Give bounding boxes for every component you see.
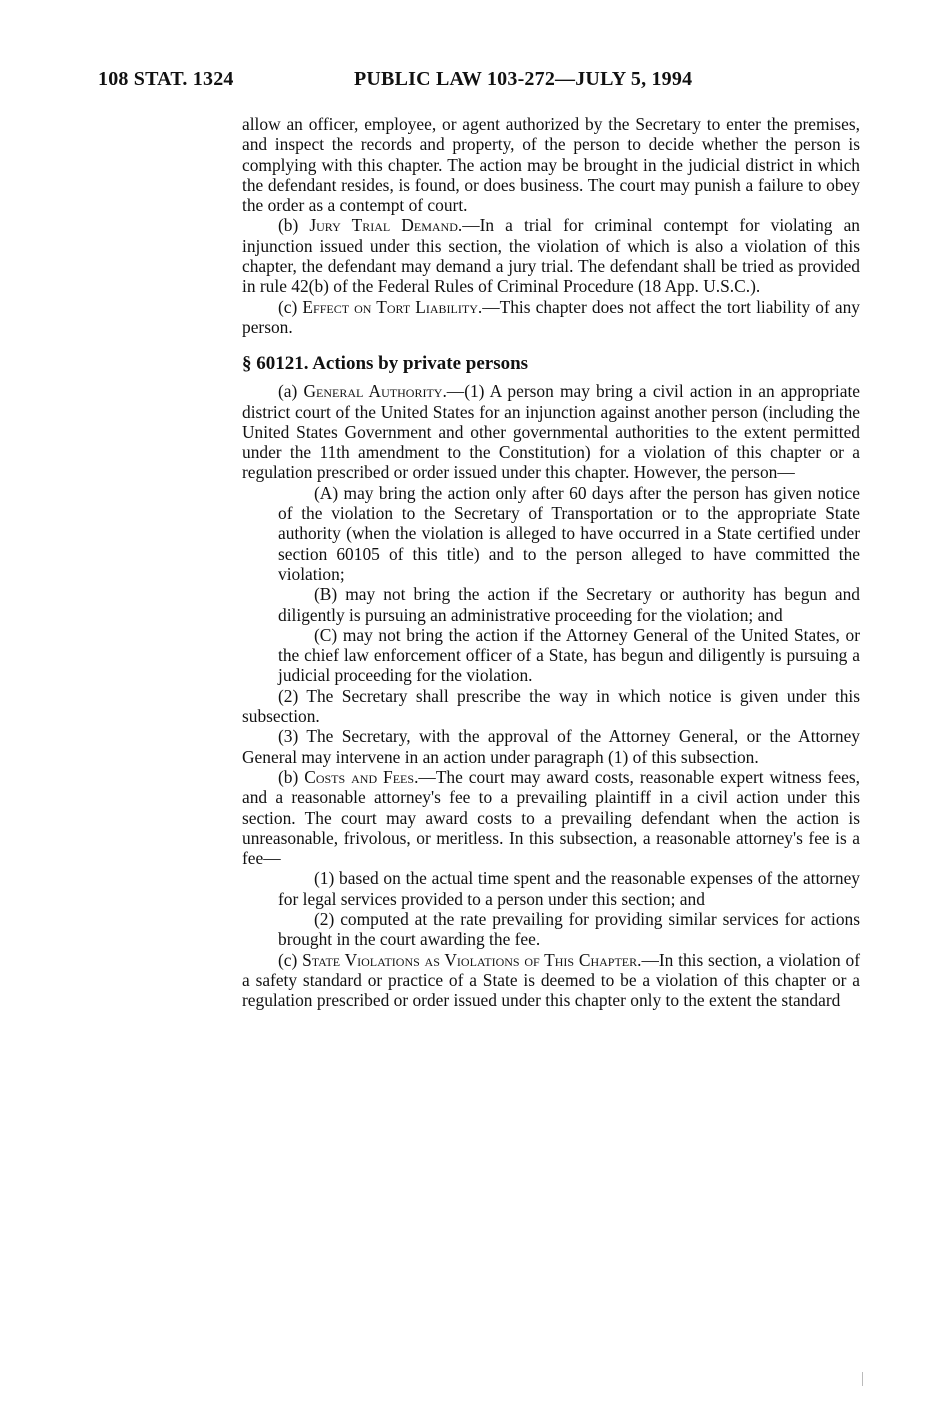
subsection-text: —The court may award costs, reasonable expert witness fees, and a reasonable attorney's fee to a prevailing plaintiff in a civil action under this section. The court may award costs to a prevailing defendant when the action is unreasonable, frivolous, or meritless. In this subsection, a reasonable attorney's fee is a fee—	[242, 766, 860, 869]
section-heading: § 60121. Actions by private persons	[242, 353, 529, 375]
subsection-heading: State Violations as Violations of This Chapter.	[302, 949, 642, 970]
subsection-heading: Effect on Tort Liability.	[302, 296, 483, 317]
subsection-b-costs-fees	[242, 767, 860, 868]
clause-b: (B) may not bring the action if the Secretary or authority has begun and diligently is pursuing an administrative proceeding for the violation; and	[278, 584, 860, 625]
fee-item-2: (2) computed at the rate prevailing for providing similar services for actions brought in the court awarding the fee.	[278, 908, 860, 950]
subsection-label: (a)	[278, 381, 304, 402]
document-body	[242, 114, 860, 1010]
subsection-b-jury-trial	[242, 215, 860, 296]
subsection-c-state-violations	[242, 950, 860, 1011]
subsection-text: —(1) A person may bring a civil action in an appropriate district court of the United States for an injunction against another person (including the United States Government and other governmental authorities to the extent permitted under the 11th amendment to the Constitution) for a violation of this chapter or a regulation prescribed or order issued under this chapter. However, the person—	[242, 381, 860, 483]
subsection-heading: Jury Trial Demand.	[309, 215, 463, 236]
subsection-a-general-authority	[242, 381, 860, 482]
public-law-title: PUBLIC LAW 103-272—JULY 5, 1994	[354, 68, 693, 90]
fee-item-1: (1) based on the actual time spent and the reasonable expenses of the attorney for legal services provided to a person under this section; and	[278, 868, 860, 909]
subsection-text: —In this section, a violation of a safety standard or practice of a State is deemed to be a violation of this chapter or a regulation prescribed or order issued under this chapter only to the extent the standard	[242, 949, 860, 1011]
subsection-label: (b)	[278, 766, 305, 787]
subsection-text: —This chapter does not affect the tort liability of any person.	[242, 296, 860, 337]
paragraph-2: (2) The Secretary shall prescribe the way in which notice is given under this subsection.	[242, 685, 860, 727]
clause-c: (C) may not bring the action if the Attorney General of the United States, or the chief law enforcement officer of a State, has begun and diligently is pursuing a judicial proceeding for the violation.	[278, 624, 860, 686]
subsection-label: (c)	[278, 949, 303, 970]
statute-page-number: 108 STAT. 1324	[98, 68, 234, 90]
subsection-c-tort-liability	[242, 297, 860, 338]
page-header	[98, 68, 858, 98]
subsection-label: (b)	[278, 215, 310, 236]
continuation-paragraph: allow an officer, employee, or agent authorized by the Secretary to enter the premises, and inspect the records and property, of the person to decide whether the person is complying with this chapter. The action may be brought in the judicial district in which the defendant resides, is found, or does business. The court may punish a failure to obey the order as a contempt of court.	[242, 114, 860, 216]
subsection-heading: Costs and Fees.	[304, 766, 419, 787]
paragraph-3: (3) The Secretary, with the approval of the Attorney General, or the Attorney General may intervene in an action under paragraph (1) of this subsection.	[242, 726, 860, 767]
clause-a: (A) may bring the action only after 60 days after the person has given notice of the violation to the Secretary of Transportation or to the appropriate State authority (when the violation is alleged to have occurred in a State certified under section 60105 of this title) and to the person alleged to have committed the violation;	[278, 482, 860, 584]
subsection-heading: General Authority.	[303, 381, 447, 402]
margin-mark	[862, 1372, 863, 1386]
subsection-label: (c)	[278, 296, 303, 317]
subsection-text: —In a trial for criminal contempt for violating an injunction issued under this section, the violation of which is also a violation of this chapter, the defendant may demand a jury trial. The defendant shall be tried as provided in rule 42(b) of the Federal Rules of Criminal Procedure (18 App. U.S.C.).	[242, 215, 860, 297]
